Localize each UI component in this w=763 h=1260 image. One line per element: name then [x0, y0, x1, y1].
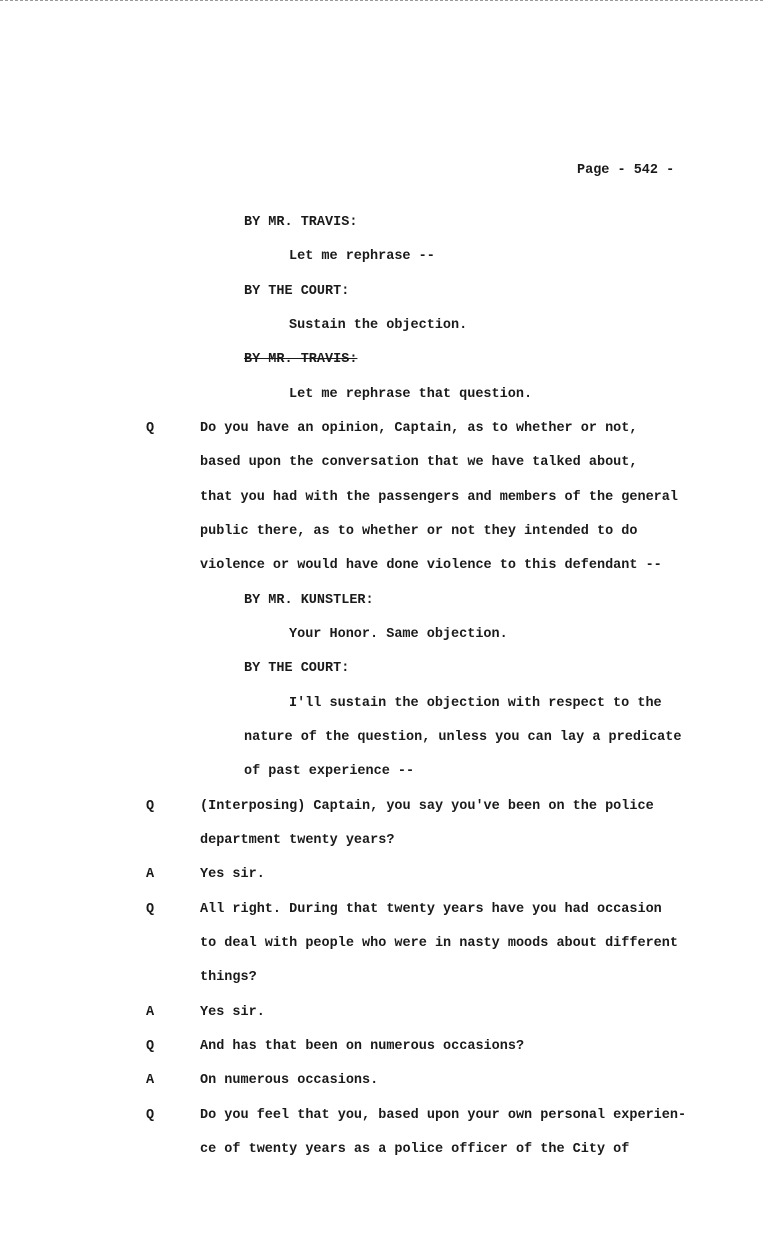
- answer-marker: A: [146, 867, 155, 882]
- speaker-label: BY MR. TRAVIS:: [244, 215, 358, 230]
- statement-line: Let me rephrase --: [289, 249, 435, 264]
- speaker-label: BY MR. TRAVIS:: [244, 352, 358, 367]
- question-line: to deal with people who were in nasty moods about different: [200, 936, 678, 951]
- question-line: public there, as to whether or not they intended to do: [200, 524, 638, 539]
- statement-line: nature of the question, unless you can lay a predicate: [244, 730, 682, 745]
- answer-marker: A: [146, 1073, 155, 1088]
- answer-line: Yes sir.: [200, 867, 265, 882]
- statement-line: Sustain the objection.: [289, 318, 468, 333]
- speaker-label: BY THE COURT:: [244, 284, 350, 299]
- question-line: Do you feel that you, based upon your own personal experien-: [200, 1108, 687, 1123]
- statement-line: Your Honor. Same objection.: [289, 627, 508, 642]
- question-marker: Q: [146, 902, 155, 917]
- question-line: based upon the conversation that we have talked about,: [200, 455, 638, 470]
- statement-line: I'll sustain the objection with respect to the: [289, 696, 662, 711]
- page-top-edge: [0, 0, 763, 4]
- question-marker: Q: [146, 799, 155, 814]
- speaker-label: BY THE COURT:: [244, 661, 350, 676]
- question-line: And has that been on numerous occasions?: [200, 1039, 525, 1054]
- answer-marker: A: [146, 1005, 155, 1020]
- statement-line: Let me rephrase that question.: [289, 387, 533, 402]
- question-line: department twenty years?: [200, 833, 395, 848]
- question-marker: Q: [146, 421, 155, 436]
- page-number: Page - 542 -: [577, 163, 675, 178]
- question-line: that you had with the passengers and members of the general: [200, 490, 678, 505]
- statement-line: of past experience --: [244, 764, 415, 779]
- question-line: (Interposing) Captain, you say you've been on the police: [200, 799, 654, 814]
- question-line: things?: [200, 970, 257, 985]
- question-line: ce of twenty years as a police officer of the City of: [200, 1142, 630, 1157]
- question-line: All right. During that twenty years have you had occasion: [200, 902, 662, 917]
- question-line: violence or would have done violence to this defendant --: [200, 558, 662, 573]
- answer-line: Yes sir.: [200, 1005, 265, 1020]
- question-line: Do you have an opinion, Captain, as to whether or not,: [200, 421, 638, 436]
- speaker-label: BY MR. KUNSTLER:: [244, 593, 374, 608]
- question-marker: Q: [146, 1108, 155, 1123]
- answer-line: On numerous occasions.: [200, 1073, 379, 1088]
- question-marker: Q: [146, 1039, 155, 1054]
